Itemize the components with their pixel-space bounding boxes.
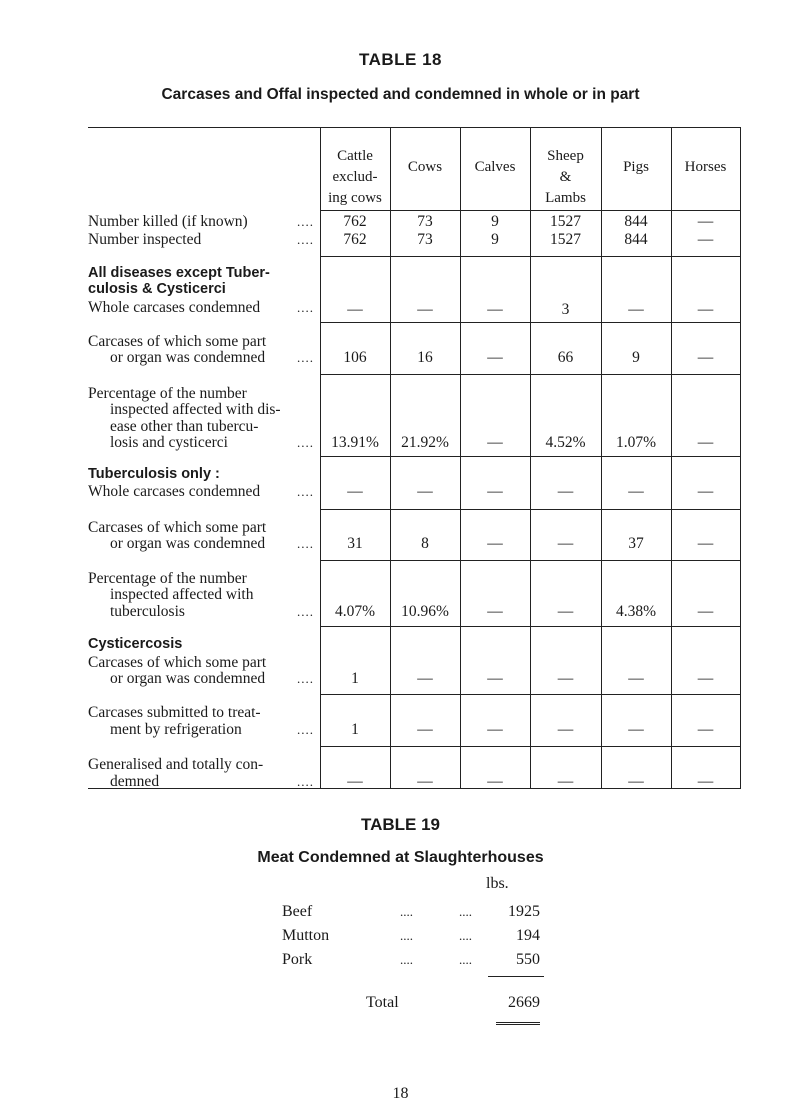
leader-dots: .... [297,604,314,619]
table-18-title: TABLE 18 [358,50,443,69]
table-cell: — [417,301,433,318]
row-label: or organ was condemned .... [110,349,314,366]
row-rule [320,509,740,510]
row-rule [320,694,740,695]
table-cell: 73 [417,231,433,248]
row-label: Whole carcases condemned .... [88,483,314,500]
row-label: Generalised and totally con- [88,756,264,773]
table-cell: — [487,349,503,366]
table-cell: — [557,603,574,620]
leader-dots: .... [297,722,314,737]
row-heading: All diseases except Tuber- [88,265,270,281]
table-19-subtitle: Meat Condemned at Slaughterhouses [257,849,544,866]
leader-dots: .... [297,484,314,499]
row-label: Number killed (if known) .... [88,213,314,230]
table-cell: — [697,349,714,366]
row-label: ment by refrigeration .... [110,721,314,738]
table-cell: — [628,773,644,790]
leader-dots: .... [297,671,314,686]
leader-dots: .... [400,928,413,943]
row-label: losis and cysticerci .... [110,434,314,451]
leader-dots: .... [297,300,314,315]
row-label: Percentage of the number [88,570,247,587]
unit-label: lbs. [486,875,509,892]
total-rule [488,976,544,977]
table-cell: — [557,670,574,687]
table-cell: 844 [624,231,648,248]
table-cell: 762 [343,231,367,248]
table-cell: 4.52% [545,434,586,451]
leader-dots: .... [459,904,472,919]
table-cell: — [697,773,714,790]
row-label: or organ was condemned .... [110,670,314,687]
row-label: Carcases of which some part [88,519,267,536]
table-cell: 13.91% [331,434,379,451]
column-header: Cattle exclud- ing cows [328,148,382,206]
table-cell: — [697,483,714,500]
column-header: Cows [407,159,443,175]
table-cell: — [697,231,714,248]
total-value: 2669 [508,994,540,1011]
column-divider [740,127,741,789]
table-cell: 9 [491,231,499,248]
row-label: Carcases of which some part [88,333,267,350]
table-cell: 10.96% [401,603,449,620]
column-header: Horses [684,159,727,175]
table-19-title: TABLE 19 [360,815,441,834]
table-cell: — [628,670,644,687]
total-double-rule [496,1022,540,1025]
row-label: inspected affected with [110,586,254,603]
table-cell: — [347,773,363,790]
column-header: Calves [474,159,516,175]
table-cell: — [487,603,503,620]
table-cell: — [628,483,644,500]
table-cell: — [487,670,503,687]
row-label: tuberculosis .... [110,603,314,620]
leader-dots: .... [297,536,314,551]
page-number: 18 [392,1085,409,1102]
table-cell: 37 [628,535,644,552]
table-cell: 9 [491,213,499,230]
table-cell: 844 [624,213,648,230]
column-header: Pigs [623,159,649,175]
row-heading: Cysticercosis [88,636,183,652]
row-label: inspected affected with dis- [110,401,281,418]
table-cell: 106 [343,349,367,366]
table-cell: — [697,721,714,738]
leader-dots: .... [459,928,472,943]
table-cell: — [417,773,433,790]
table-cell: 4.38% [615,603,657,620]
table-18-subtitle: Carcases and Offal inspected and condemned in whole or in part [161,86,640,103]
table-cell: — [557,773,574,790]
table-cell: — [417,670,433,687]
table-top-rule [88,127,740,128]
table-cell: — [487,434,503,451]
table-cell: 9 [632,349,640,366]
meat-item-name: Pork [282,951,313,968]
meat-item-value: 1925 [508,903,540,920]
table-cell: 1527 [550,213,581,230]
table-cell: — [628,301,644,318]
table-cell: 3 [561,301,570,318]
table-cell: — [697,301,714,318]
row-rule [320,374,740,375]
table-cell: 1 [351,721,359,738]
table-cell: 21.92% [401,434,449,451]
row-label: Number inspected .... [88,231,314,248]
table-cell: — [557,483,574,500]
meat-item-name: Beef [282,903,313,920]
table-cell: — [697,434,714,451]
meat-item-value: 194 [516,927,540,944]
table-cell: 4.07% [334,603,376,620]
row-label: Carcases of which some part [88,654,267,671]
table-cell: — [487,721,503,738]
row-rule [320,560,740,561]
row-rule [320,746,740,747]
row-rule [320,456,740,457]
leader-dots: .... [297,214,314,229]
table-cell: 1527 [550,231,581,248]
table-cell: — [487,535,503,552]
table-cell: — [487,301,503,318]
row-label: Percentage of the number [88,385,247,402]
table-cell: 66 [557,349,574,366]
table-cell: — [628,721,644,738]
total-label: Total [366,994,399,1011]
header-rule [320,210,740,211]
row-label: Whole carcases condemned .... [88,299,314,316]
row-label: Carcases submitted to treat- [88,704,261,721]
table-cell: — [347,483,363,500]
table-cell: 73 [417,213,433,230]
table-cell: — [697,213,714,230]
table-cell: — [417,483,433,500]
meat-item-value: 550 [516,951,540,968]
leader-dots: .... [459,952,472,967]
table-cell: — [697,535,714,552]
table-cell: — [557,535,574,552]
leader-dots: .... [400,952,413,967]
meat-item-name: Mutton [282,927,330,944]
table-cell: — [417,721,433,738]
table-cell: 8 [421,535,429,552]
row-heading: culosis & Cysticerci [88,281,226,297]
table-cell: 762 [343,213,367,230]
row-label: demned .... [110,773,314,790]
row-label: or organ was condemned .... [110,535,314,552]
table-cell: 16 [417,349,433,366]
leader-dots: .... [297,435,314,450]
table-cell: — [557,721,574,738]
row-heading: Tuberculosis only : [88,466,220,482]
table-cell: 1.07% [615,434,657,451]
leader-dots: .... [297,774,314,789]
leader-dots: .... [400,904,413,919]
row-rule [320,256,740,257]
table-cell: — [347,301,363,318]
leader-dots: .... [297,232,314,247]
table-cell: — [697,603,714,620]
table-cell: 31 [347,535,363,552]
leader-dots: .... [297,350,314,365]
table-cell: — [487,773,503,790]
column-header: Sheep & Lambs [545,148,586,206]
table-cell: — [697,670,714,687]
table-cell: — [487,483,503,500]
row-rule [320,626,740,627]
table-cell: 1 [351,670,359,687]
row-rule [320,322,740,323]
row-label: ease other than tubercu- [110,418,259,435]
